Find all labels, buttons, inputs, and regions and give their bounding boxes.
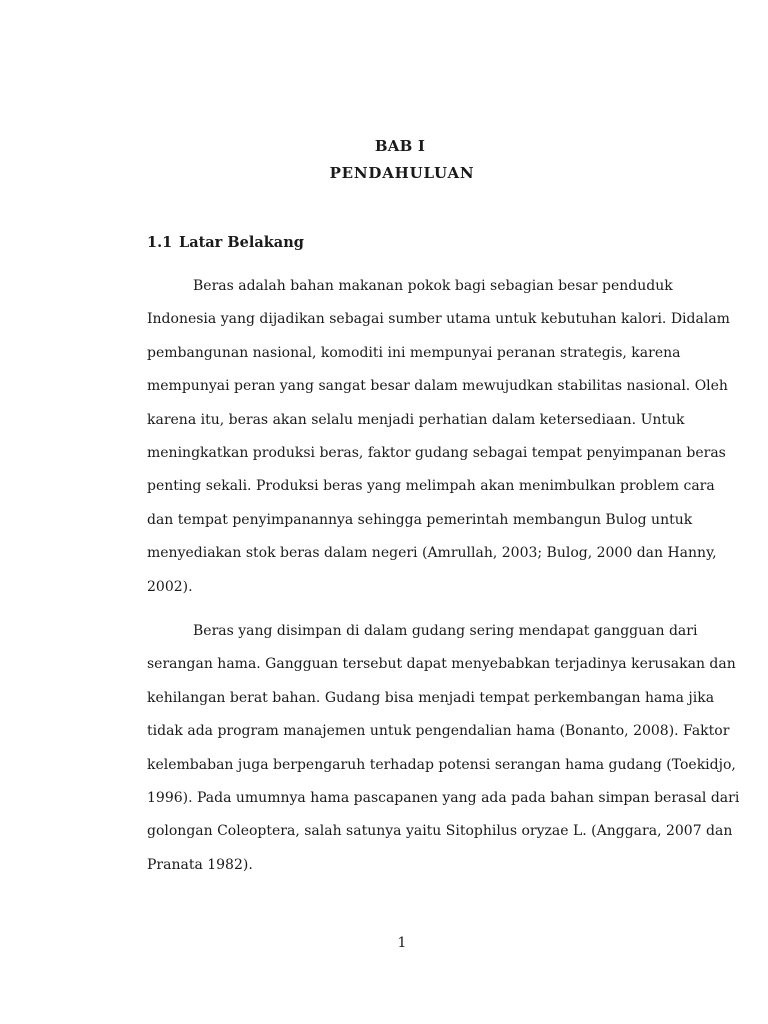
paragraph-line: kelembaban juga berpengaruh terhadap potensi serangan hama gudang (Toekidjo, <box>147 756 736 773</box>
paragraph-line: dan tempat penyimpanannya sehingga pemerintah membangun Bulog untuk <box>147 511 693 528</box>
paragraph-line: meningkatkan produksi beras, faktor gudang sebagai tempat penyimpanan beras <box>147 445 726 462</box>
section-heading <box>147 234 304 251</box>
paragraph-line: tidak ada program manajemen untuk pengendalian hama (Bonanto, 2008). Faktor <box>147 723 730 740</box>
paragraph-line: serangan hama. Gangguan tersebut dapat menyebabkan terjadinya kerusakan dan <box>147 656 736 673</box>
paragraph-line: karena itu, beras akan selalu menjadi perhatian dalam ketersediaan. Untuk <box>147 411 685 428</box>
paragraph-line: golongan Coleoptera, salah satunya yaitu Sitophilus oryzae L. (Anggara, 2007 dan <box>147 823 733 840</box>
paragraph-line: Indonesia yang dijadikan sebagai sumber utama untuk kebutuhan kalori. Didalam <box>147 311 730 328</box>
paragraph-2 <box>147 615 740 882</box>
paragraph-line: 2002). <box>147 578 193 595</box>
chapter-title: PENDAHULUAN <box>329 164 475 182</box>
paragraph-line: kehilangan berat bahan. Gudang bisa menjadi tempat perkembangan hama jika <box>147 689 715 706</box>
paragraph-1 <box>147 270 730 604</box>
paragraph-line: Beras yang disimpan di dalam gudang sering mendapat gangguan dari <box>193 623 698 639</box>
page-number: 1 <box>397 935 407 951</box>
paragraph-line: Beras adalah bahan makanan pokok bagi sebagian besar penduduk <box>193 278 673 294</box>
paragraph-line: 1996). Pada umumnya hama pascapanen yang ada pada bahan simpan berasal dari <box>147 790 740 807</box>
paragraph-line: penting sekali. Produksi beras yang melimpah akan menimbulkan problem cara <box>147 478 715 495</box>
section-title: Latar Belakang <box>179 234 304 251</box>
chapter-number: BAB I <box>374 137 426 155</box>
section-number: 1.1 <box>147 234 173 251</box>
paragraph-line: menyediakan stok beras dalam negeri (Amrullah, 2003; Bulog, 2000 dan Hanny, <box>147 545 717 562</box>
paragraph-line: pembangunan nasional, komoditi ini mempunyai peranan strategis, karena <box>147 344 681 361</box>
paragraph-line: mempunyai peran yang sangat besar dalam mewujudkan stabilitas nasional. Oleh <box>147 378 728 395</box>
paragraph-line: Pranata 1982). <box>147 856 253 873</box>
